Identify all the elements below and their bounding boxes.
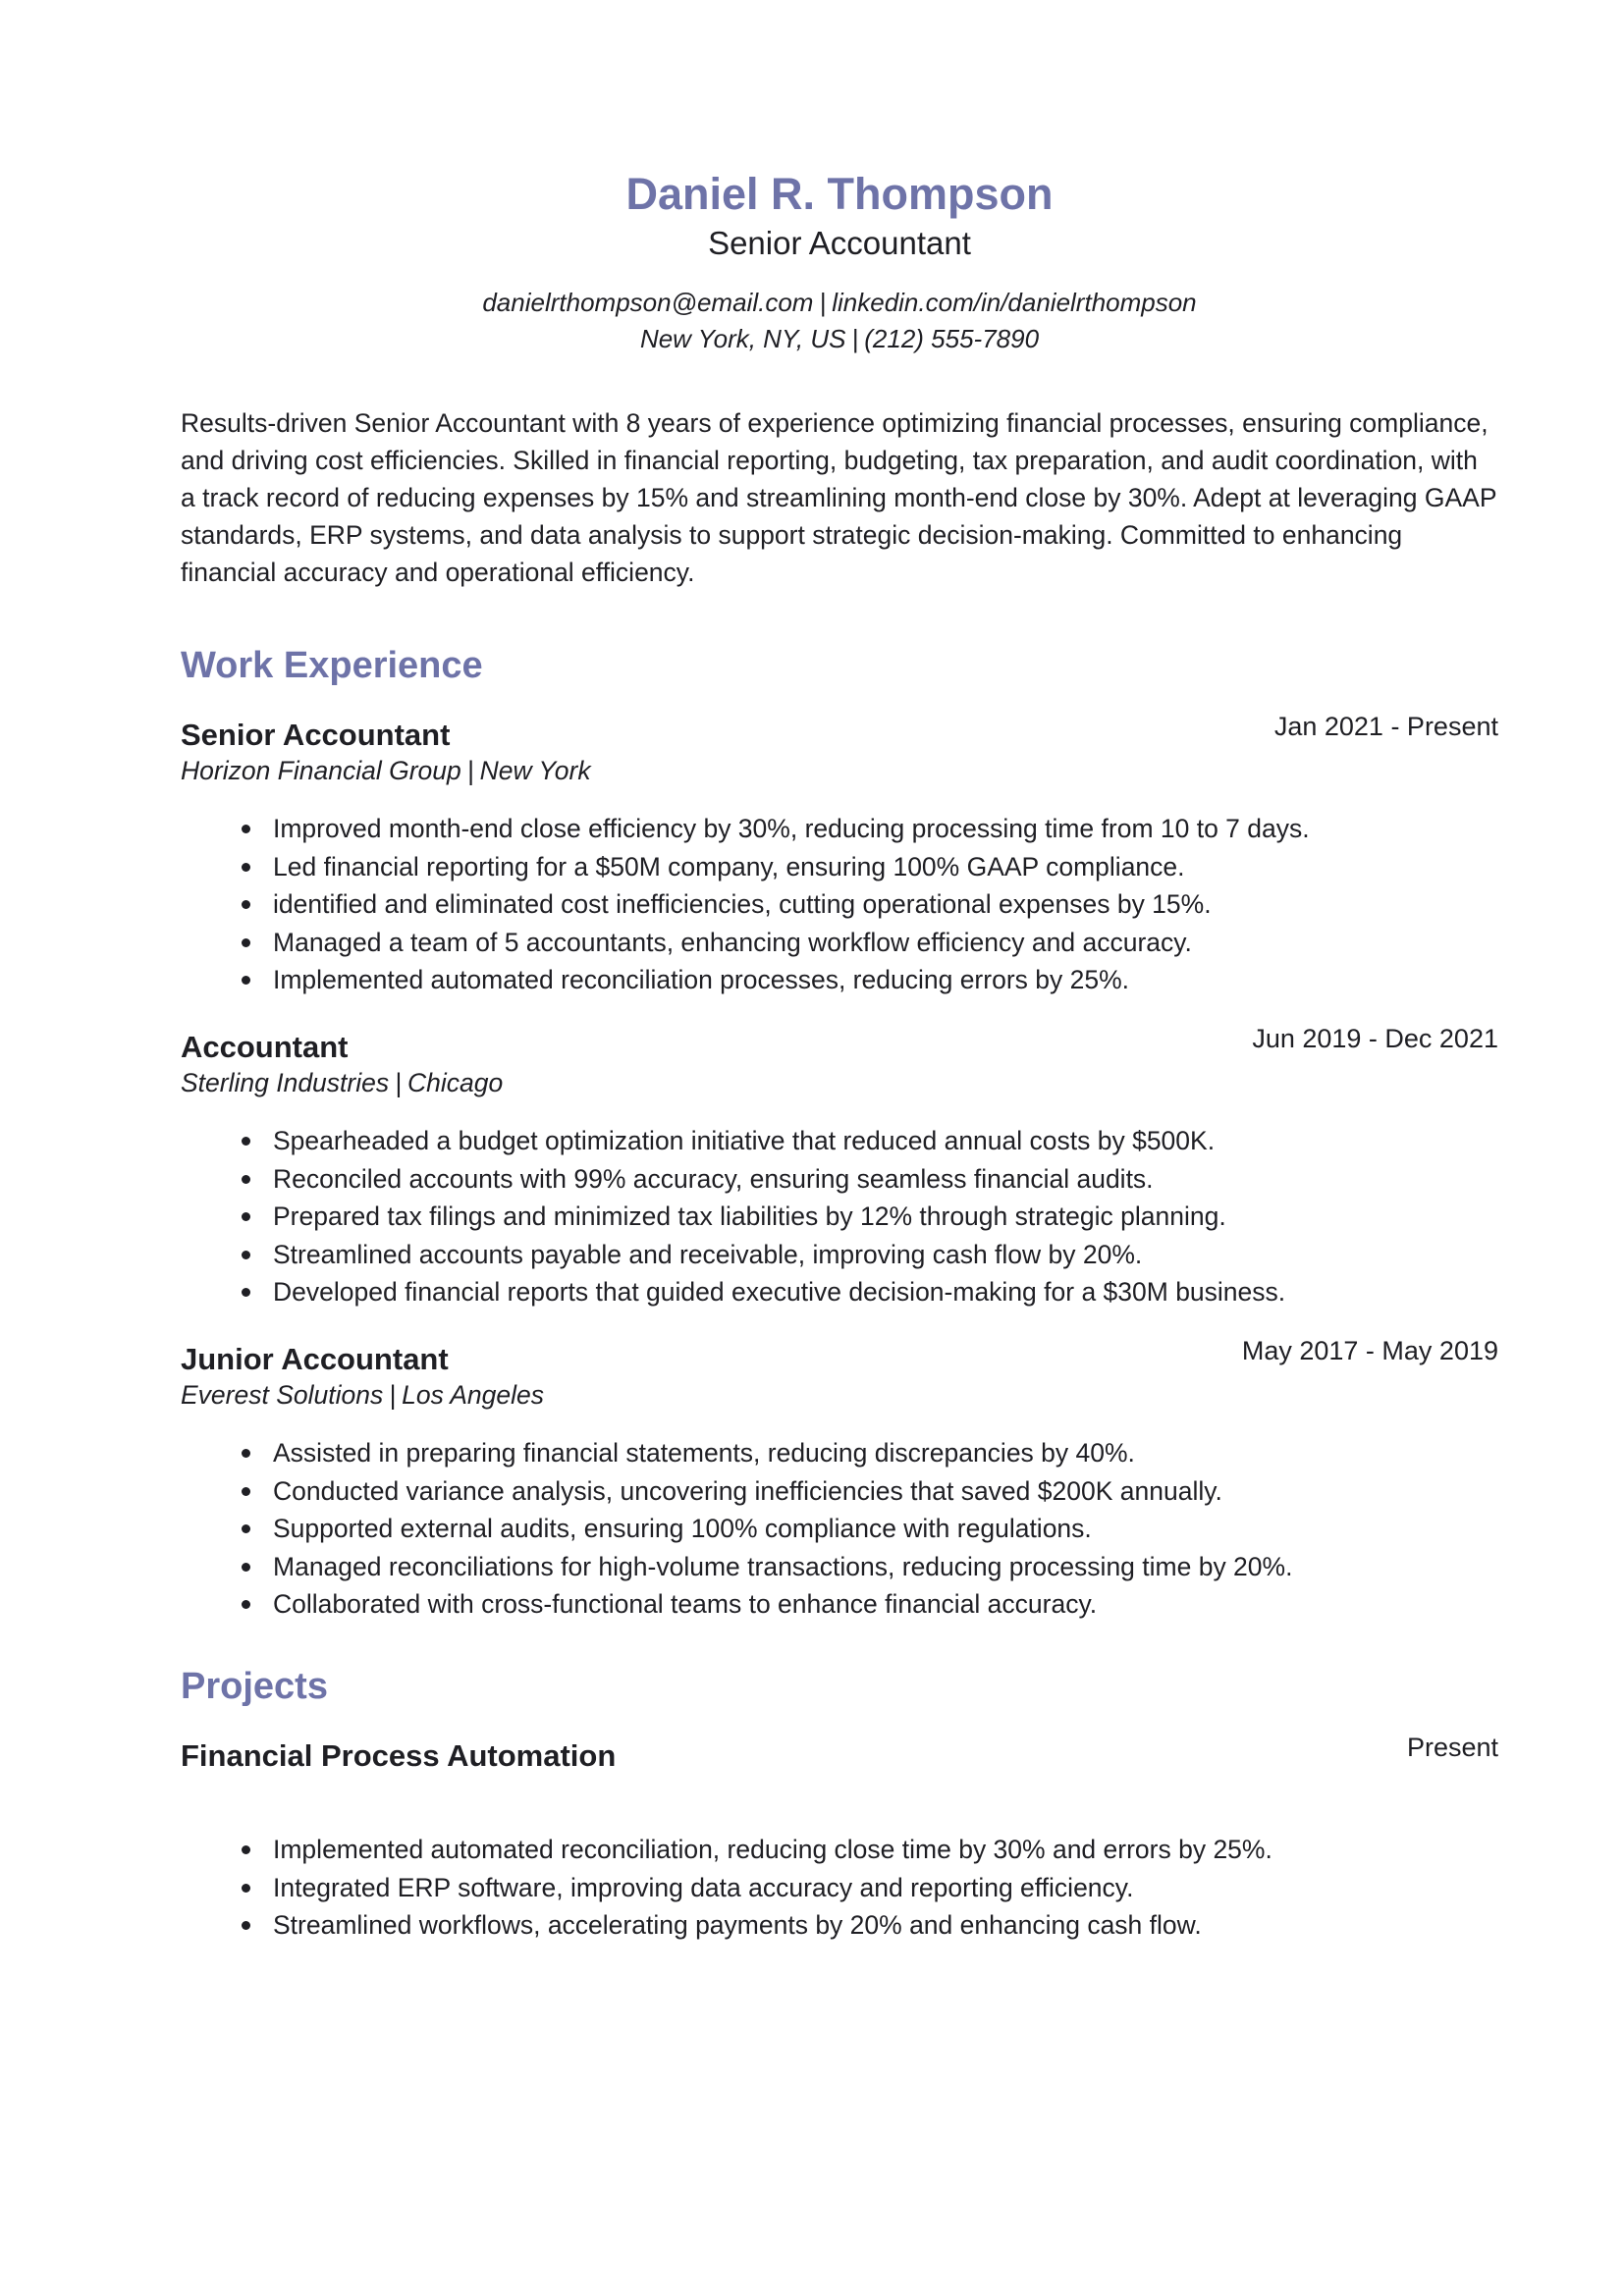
bullet-icon [242,1212,250,1221]
job-header [181,1023,1498,1065]
job-entry [181,1023,1498,1311]
list-item [181,1585,1498,1624]
contact-separator: | [851,324,859,353]
phone-link[interactable]: (212) 555-7890 [864,324,1040,353]
list-item [181,1472,1498,1511]
resume-content [181,167,1498,1945]
bullet-icon [242,1137,250,1146]
contact-separator: | [819,288,827,317]
bullet-icon [242,938,250,947]
list-item [181,1548,1498,1586]
job-bullet-list [181,810,1498,999]
bullet-text: Reconciled accounts with 99% accuracy, ensuring seamless financial audits. [273,1163,1154,1194]
bullet-icon [242,900,250,909]
bullet-icon [242,1449,250,1458]
job-entry [181,712,1498,999]
company-location: Los Angeles [402,1379,544,1410]
company-separator: | [466,756,474,785]
company-location: New York [479,756,591,785]
bullet-icon [242,1921,250,1930]
project-title: Financial Process Automation [181,1737,617,1773]
bullet-text: Improved month-end close efficiency by 30%, reducing processing time from 10 to 7 days. [273,814,1310,843]
list-item [181,1198,1498,1236]
bullet-text: Prepared tax filings and minimized tax liabilities by 12% through strategic planning. [273,1201,1226,1232]
bullet-text: Spearheaded a budget optimization initiative that reduced annual costs by $500K. [273,1125,1216,1155]
location-text: New York, NY, US [639,324,846,353]
project-dates: Present [1406,1732,1498,1762]
bullet-text: identified and eliminated cost inefficiencies, cutting operational expenses by 15%. [273,889,1212,920]
job-dates: Jun 2019 - Dec 2021 [1252,1023,1498,1053]
section-title-work-experience: Work Experience [181,645,483,686]
list-item [181,1906,1498,1945]
list-item [181,810,1498,848]
list-item [181,1831,1498,1869]
list-item [181,1510,1498,1548]
company-separator: | [389,1379,397,1410]
job-title: Senior Accountant [181,718,451,752]
job-dates: May 2017 - May 2019 [1241,1335,1498,1365]
company-location: Chicago [407,1067,504,1097]
bullet-text: Led financial reporting for a $50M company, ensuring 100% GAAP compliance. [273,851,1185,881]
contact-line-online [181,285,1498,321]
project-entry [181,1732,1498,1945]
list-item [181,1122,1498,1160]
bullet-icon [242,1251,250,1259]
bullet-icon [242,1175,250,1184]
bullet-text: Assisted in preparing financial statements, reducing discrepancies by 40%. [273,1437,1135,1468]
contact-line-location [181,321,1498,357]
bullet-icon [242,976,250,985]
bullet-text: Managed a team of 5 accountants, enhancing workflow efficiency and accuracy. [273,927,1192,957]
list-item [181,961,1498,999]
candidate-name: Daniel R. Thompson [625,169,1054,219]
job-header [181,1335,1498,1377]
job-company-line [181,1065,1498,1100]
job-company-line [181,753,1498,788]
list-item [181,1160,1498,1199]
company-name: Horizon Financial Group [181,756,461,785]
bullet-text: Developed financial reports that guided executive decision-making for a $30M business. [273,1277,1286,1308]
project-header [181,1732,1498,1774]
job-company-line [181,1377,1498,1413]
bullet-icon [242,1845,250,1854]
bullet-text: Supported external audits, ensuring 100% compliance with regulations. [273,1514,1092,1544]
bullet-icon [242,863,250,872]
bullet-text: Conducted variance analysis, uncovering inefficiencies that saved $200K annually. [273,1475,1222,1506]
bullet-icon [242,1288,250,1297]
professional-summary: Results-driven Senior Accountant with 8 years of experience optimizing financial processes, ensuring compliance, and driving cost efficiencies. Skilled in financial reporting, budgeting, tax preparation, and audit coordination, with a track record of reducing expenses by 15% and streamlining month-end close by 30%. Adept at leveraging GAAP standards, ERP systems, and data analysis to support strategic decision-making. Committed to enhancing financial accuracy and operational efficiency. [181,408,1497,587]
bullet-text: Collaborated with cross-functional teams to enhance financial accuracy. [273,1589,1098,1620]
list-item [181,1236,1498,1274]
job-bullet-list [181,1122,1498,1311]
company-separator: | [395,1067,402,1097]
bullet-text: Streamlined accounts payable and receivable, improving cash flow by 20%. [273,1239,1143,1269]
job-title: Junior Accountant [181,1341,449,1376]
bullet-text: Implemented automated reconciliation, reducing close time by 30% and errors by 25%. [273,1834,1272,1864]
company-name: Everest Solutions [181,1379,384,1410]
list-item [181,1434,1498,1472]
section-title-projects: Projects [181,1665,328,1707]
bullet-text: Managed reconciliations for high-volume transactions, reducing processing time by 20%. [273,1551,1293,1581]
list-item [181,885,1498,924]
list-item [181,924,1498,962]
job-entry [181,1335,1498,1624]
company-name: Sterling Industries [181,1067,390,1097]
job-bullet-list [181,1434,1498,1624]
job-header [181,712,1498,753]
bullet-text: Integrated ERP software, improving data accuracy and reporting efficiency. [273,1872,1134,1902]
job-dates: Jan 2021 - Present [1273,712,1498,741]
bullet-icon [242,1563,250,1572]
email-link[interactable]: danielrthompson@email.com [482,288,814,317]
linkedin-link[interactable]: linkedin.com/in/danielrthompson [832,288,1197,317]
candidate-headline: Senior Accountant [708,225,971,261]
list-item [181,1869,1498,1907]
list-item [181,1273,1498,1311]
bullet-icon [242,1487,250,1496]
resume-header [181,167,1498,357]
job-title: Accountant [181,1029,349,1064]
bullet-icon [242,825,250,833]
bullet-text: Streamlined workflows, accelerating payments by 20% and enhancing cash flow. [273,1910,1202,1941]
bullet-icon [242,1884,250,1893]
bullet-icon [242,1600,250,1609]
bullet-text: Implemented automated reconciliation processes, reducing errors by 25%. [273,965,1130,995]
list-item [181,848,1498,886]
bullet-icon [242,1524,250,1533]
project-bullet-list [181,1831,1498,1945]
